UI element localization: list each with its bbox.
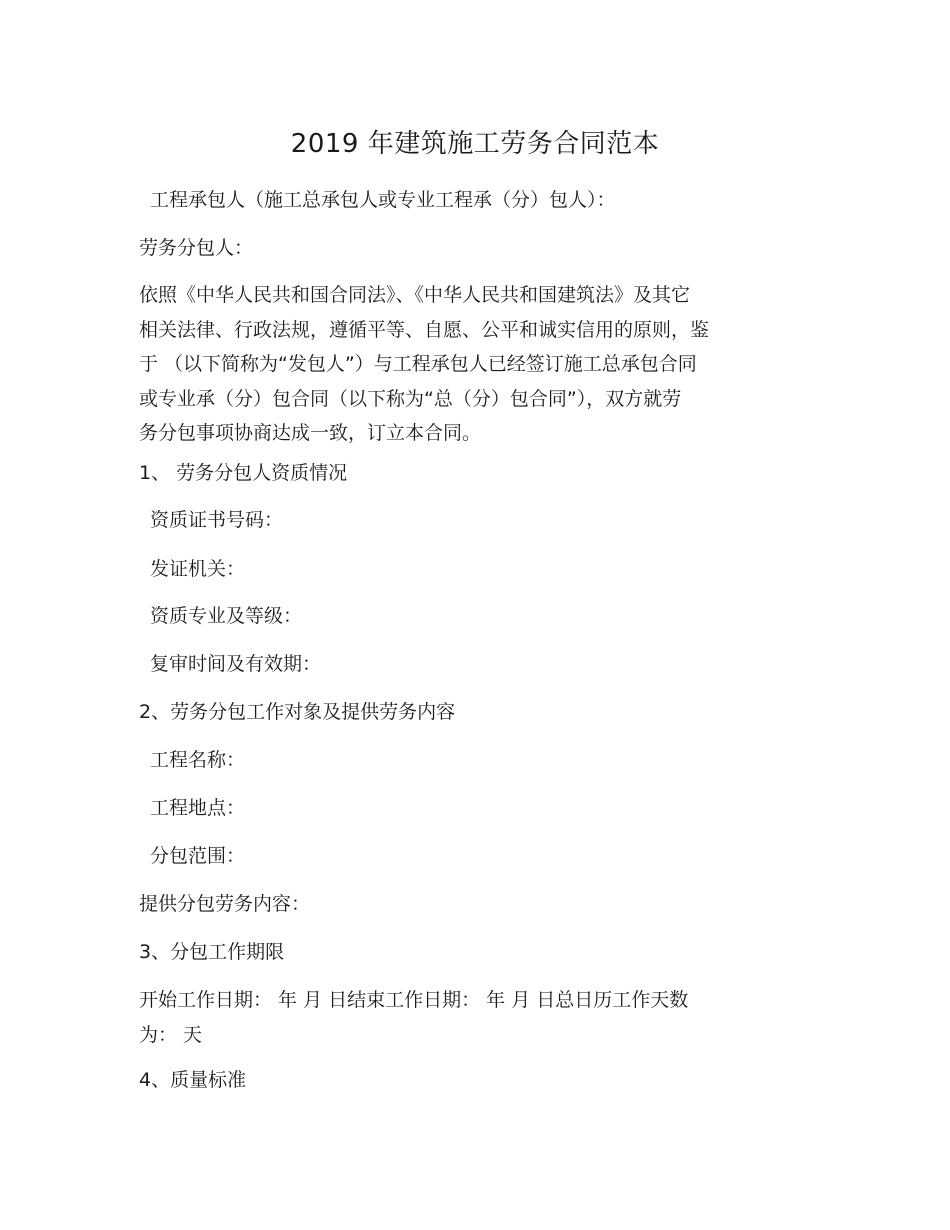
intro-line: 务分包事项协商达成一致，订立本合同。 (139, 422, 482, 444)
period-line: 为： 天 (139, 1023, 203, 1046)
section4-heading: 4、质量标准 (139, 1069, 247, 1091)
contractor-line: 工程承包人（施工总承包人或专业工程承（分）包人）： (150, 189, 616, 211)
intro-paragraph (139, 278, 779, 451)
period-line: 开始工作日期： 年 月 日结束工作日期： 年 月 日总日历工作天数 (139, 989, 689, 1011)
section2-field: 分包范围： (150, 845, 246, 867)
intro-line: 于 （以下简称为“发包人”）与工程承包人已经签订施工总承包合同 (139, 353, 697, 375)
subcontractor-line: 劳务分包人： (139, 237, 254, 259)
section1-field: 复审时间及有效期： (150, 653, 322, 675)
intro-line: 依照《中华人民共和国合同法》、《中华人民共和国建筑法》及其它 (139, 284, 691, 306)
section2-field: 工程地点： (150, 797, 246, 819)
intro-line: 或专业承（分）包合同（以下称为“总（分）包合同”），双方就劳 (139, 387, 682, 410)
section2-field: 工程名称： (150, 749, 246, 771)
section1-field: 发证机关： (150, 558, 246, 580)
section1-heading: 1、 劳务分包人资质情况 (139, 462, 348, 484)
section2-content-line: 提供分包劳务内容： (139, 893, 311, 915)
section1-field: 资质证书号码： (150, 509, 284, 531)
section3-heading: 3、分包工作期限 (139, 941, 285, 963)
section1-field: 资质专业及等级： (150, 605, 303, 627)
intro-line: 相关法律、行政法规，遵循平等、自愿、公平和诚实信用的原则，鉴 (139, 318, 710, 341)
document-title: 2019 年建筑施工劳务合同范本 (290, 129, 660, 159)
section3-period (139, 983, 779, 1052)
section2-heading: 2、劳务分包工作对象及提供劳务内容 (139, 701, 456, 723)
